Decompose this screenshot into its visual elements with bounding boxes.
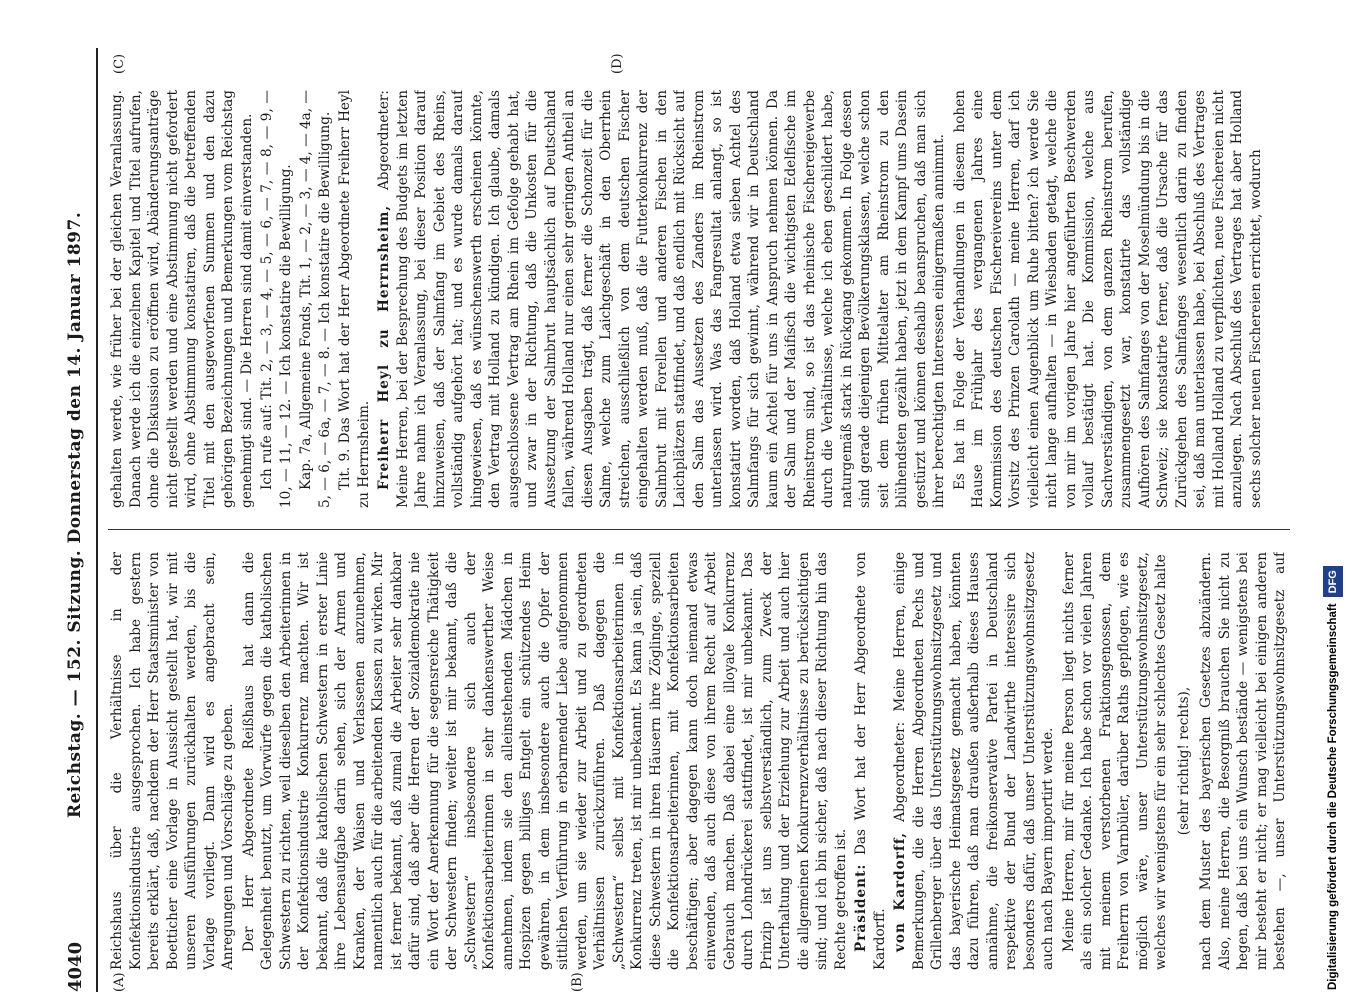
credit-text: Digitalisierung gefördert durch die Deutsche Forschungsgemeinschaft [1327, 603, 1339, 990]
paragraph: gehalten werde, wie früher bei der gleichen Veranlassung. Danach werde ich die einzelnen Kapitel und Titel aufrufen, ohne die Diskussion zu eröffnen wird, Abänderungsanträge nicht gestellt werden und eine Abstimmung nicht gefordert wird, ohne Abstimmung konstatiren, daß die betreffenden Titel mit den ausgeworfenen Summen und den dazu gehörigen Bezeichnungen und Bemerkungen vom Reichstag genehmigt sind. — Die Herren sind damit einverstanden. [109, 90, 255, 508]
paragraph: Kap. 7a, Allgemeine Fonds, Tit. 1, — 2, — 3, — 4, — 4a, — 5, — 6, — 6a, — 7, — 8. — Ich konstatire die Bewilligung. [298, 90, 333, 508]
interjection: (sehr richtig! rechts), [1175, 686, 1192, 836]
paragraph: Tit. 9. Das Wort hat der Herr Abgeordnete Freiherr Heyl zu Herrnsheim. [337, 90, 372, 508]
rotated-page [50, 40, 1300, 1000]
digitization-sidebar [1321, 10, 1347, 990]
speaker-name: von Kardorff, [892, 831, 908, 952]
speech-kardorff [891, 552, 1058, 970]
right-column [108, 90, 1290, 508]
speaker-name: Präsident: [853, 863, 869, 952]
dfg-credit [1323, 10, 1343, 990]
paragraph: Reichshaus über die Verhältnisse in der Konfektionsindustrie ausgesprochen. Ich habe gestern bereits erklärt, daß, nachdem der Herr Staatsminister von Boetticher eine Vorlage in Aussicht gestellt hat, wir mit unseren Ausführungen zurückhalten werden, bis die Vorlage vorliegt. Dann wird es angebracht sein, Anregungen und Vorschläge zu geben. [109, 552, 236, 970]
paragraph: nach dem Muster des bayerischen Gesetzes abzuändern. Also, meine Herren, die Besorgniß brauchen Sie nicht zu hegen, daß bei uns ein Wunsch bestände — wenigstens bei mir besteht er nicht; er mag vielleicht bei einigen anderen bestehen —, unser Unterstützungswohnsitzgesetz auf [1198, 552, 1288, 970]
speech-president-1 [852, 552, 889, 970]
margin-mark-d: (D) [610, 53, 625, 74]
dfg-logo: DFG [1323, 566, 1343, 597]
page-number: 4040 [64, 941, 86, 992]
paragraph: Ich rufe auf: Tit. 2, — 3, — 4, — 5, — 6, — 7, — 8, — 9, — 10, — 11, — 12. — Ich konstatire die Bewilligung. [259, 90, 294, 508]
header-rule [96, 48, 98, 992]
page-header [58, 48, 92, 992]
paragraph: Es hat in Folge der Verhandlungen in diesem hohen Hause im Frühjahr des vergangenen Jahres eine Kommission des deutschen Fischereivereins unter dem Vorsitz des Prinzen Carolath — meine Herren, darf ich vielleicht einen Augenblick um Ruhe bitten? ich werde Sie nicht lange aufhalten — in Wiesbaden getagt, welche die von mir im vorigen Jahre hier angeführten Beschwerden vollauf bestätigt hat. Die Kommission, welche aus Sachverständigen, von dem ganzen Rheinstrom berufen, zusammengesetzt war, konstatirte das vollständige Aufhören des Salmfanges von der Moselmündung bis in die Schweiz; sie konstatirte ferner, daß die Ursache für das Zurückgehen des Salmfanges wesentlich darin zu finden sei, daß man unterlassen habe, bei Abschluß des Vertrages mit Holland Holland zu verpflichten, neue Fischereien nicht anzulegen. Nach Abschluß des Vertrages hat aber Holland sechs solcher neuen Fischereien errichtet, wodurch [951, 90, 1264, 508]
speech-text: Abgeordneter: Meine Herren, bei der Besprechung des Budgets im letzten Jahre nahm ich Veranlassung, bei dieser Position darauf hinzuweisen, daß der Salmfang im Gebiet des Rheins, vollständig aufgehört hat; und es wurde damals darauf hingewiesen, daß es wünschenswerth erscheinen könnte, den Vertrag mit Holland zu kündigen. Ich glaube, damals ausgeschlossene Vertrag am Rhein im Gefolge gehabt hat, und zwar in der Richtung, daß die Unkosten für die Aussetzung der Salmbrut hauptsächlich auf Deutschland fallen, während Holland nur einen sehr geringen Antheil an diesen Ausgaben trägt, daß ferner die Schonzeit für die Salme, welche zum Laichgeschäft in den Oberrhein streichen, ausschließlich von dem deutschen Fischer eingehalten werden muß, daß die Futterkonkurrenz der Salmbrut mit Forellen und anderen Fischen in den Laichplätzen stattfindet, und daß endlich mit Rücksicht auf den Salm das Aussetzen des Zanders im Rheinstrom unterlassen wird. Was das Fangresultat anlangt, so ist konstatirt worden, daß Holland etwa sieben Achtel des Salmfangs für sich gewinnt, während wir in Deutschland kaum ein Achtel für uns in Anspruch nehmen können. Da der Salm und der Maifisch die wichtigsten Edelfische im Rheinstrom sind, so ist das rheinische Fischereigewerbe durch die Verhältnisse, welche ich eben geschildert habe, naturgemäß stark in Rückgang gekommen. In Folge dessen sind gerade diejenigen Bevölkerungsklassen, welche schon seit dem frühen Mittelalter am Rheinstrom zu den blühendsten gezählt haben, jetzt in dem Kampf ums Dasein gestürzt und können deshalb beanspruchen, daß man sich ihrer berechtigten Interessen einigermaßen annimmt. [376, 90, 947, 508]
paragraph: Der Herr Abgeordnete Reißhaus hat dann die Gelegenheit benutzt, um Vorwürfe gegen die katholischen Schwestern zu richten, weil dieselben den Arbeiterinnen in der Konfektionsindustrie Konkurrenz machten. Wir ist bekannt, daß die katholischen Schwestern in erster Linie ihre Lebensaufgabe darin sehen, sich der Armen und Kranken, der Waisen und Verlassenen anzunehmen, namentlich auch für die arbeitenden Klassen zu wirken. Mir ist ferner bekannt, daß zumal die Arbeiter sehr dankbar dafür sind, daß aber die Herren der Sozialdemokratie nie ein Wort der Anerkennung für die segensreiche Thätigkeit der Schwestern finden; weiter ist mir bekannt, daß die „Schwestern“ insbesondere sich auch der Konfektionsarbeiterinnen in sehr dankenswerther Weise annehmen, indem sie den alleinstehenden Mädchen in Hospizen gegen billiges Entgelt ein schützendes Heim gewähren, in dem insbesondere auch die Opfer der sittlichen Verführung in erbarmender Liebe aufgenommen werden, um sie wieder zur Arbeit und zu geordneten Verhältnissen zurückzuführen. Daß dagegen die „Schwestern“ selbst mit Konfektionsarbeiterinnen in Konkurrenz treten, ist mir unbekannt. Es kann ja sein, daß diese Schwestern in ihren Häusern ihre Zöglinge, speziell die Konfektionsarbeiterinnen, mit Konfektionsarbeiten beschäftigen; aber dagegen kann doch niemand etwas einwenden, daß auch diese von ihrem Recht auf Arbeit Gebrauch machen. Daß dabei eine illoyale Konkurrenz durch Lohndrückerei stattfindet, ist mir unbekannt. Das Prinzip ist uns selbstverständlich, zum Zweck der Unterhaltung und der Erziehung zur Arbeit und auch hier die allgemeinen Konkurrenzverhältnisse zu berücksichtigen sind; und ich bin sicher, daß nach dieser Richtung hin das Rechte getroffen ist. [240, 552, 849, 970]
paragraph: Meine Herren, mir für meine Person liegt nichts ferner als ein solcher Gedanke. Ich habe schon vor vielen Jahren mit meinem verstorbenen Fraktionsgenossen, dem Freiherrn von Varnbüler, darüber Raths gepflogen, wie es möglich wäre, unser Unterstützungswohnsitzgesetz, welches wir wenigstens für ein sehr schlechtes Gesetz halte [1060, 552, 1169, 970]
left-column [108, 552, 1290, 970]
speech-heyl [375, 90, 949, 508]
margin-mark-b: (B) [570, 972, 585, 992]
speech-text: Das Wort hat der Herr Abgeordnete von Kardorff. [853, 552, 888, 970]
column-divider [108, 529, 1290, 530]
page-title: Reichstag. — 152. Sitzung. Donnerstag den 14. Januar 1897. [65, 211, 85, 819]
speaker-name: Freiherr Heyl zu Herrnsheim, [376, 204, 392, 490]
margin-mark-c: (C) [112, 53, 127, 74]
margin-mark-a: (A) [112, 972, 127, 992]
speech-text: Abgeordneter: Meine Herren, einige Bemerkungen, die die Herren Abgeordneten Pechs und Grillenberger über das Unterstützungswohnsitzgesetz und das bayerische Heimatsgesetz gemacht haben, könnten dazu führen, daß man draußen außerhalb dieses Hauses annähme, die freikonservative Partei in Deutschland respektive der Bund der Landwirthe interessire sich besonders dafür, daß unser Unterstützungswohnsitzgesetz auch nach Bayern importirt werde. [892, 552, 1056, 970]
